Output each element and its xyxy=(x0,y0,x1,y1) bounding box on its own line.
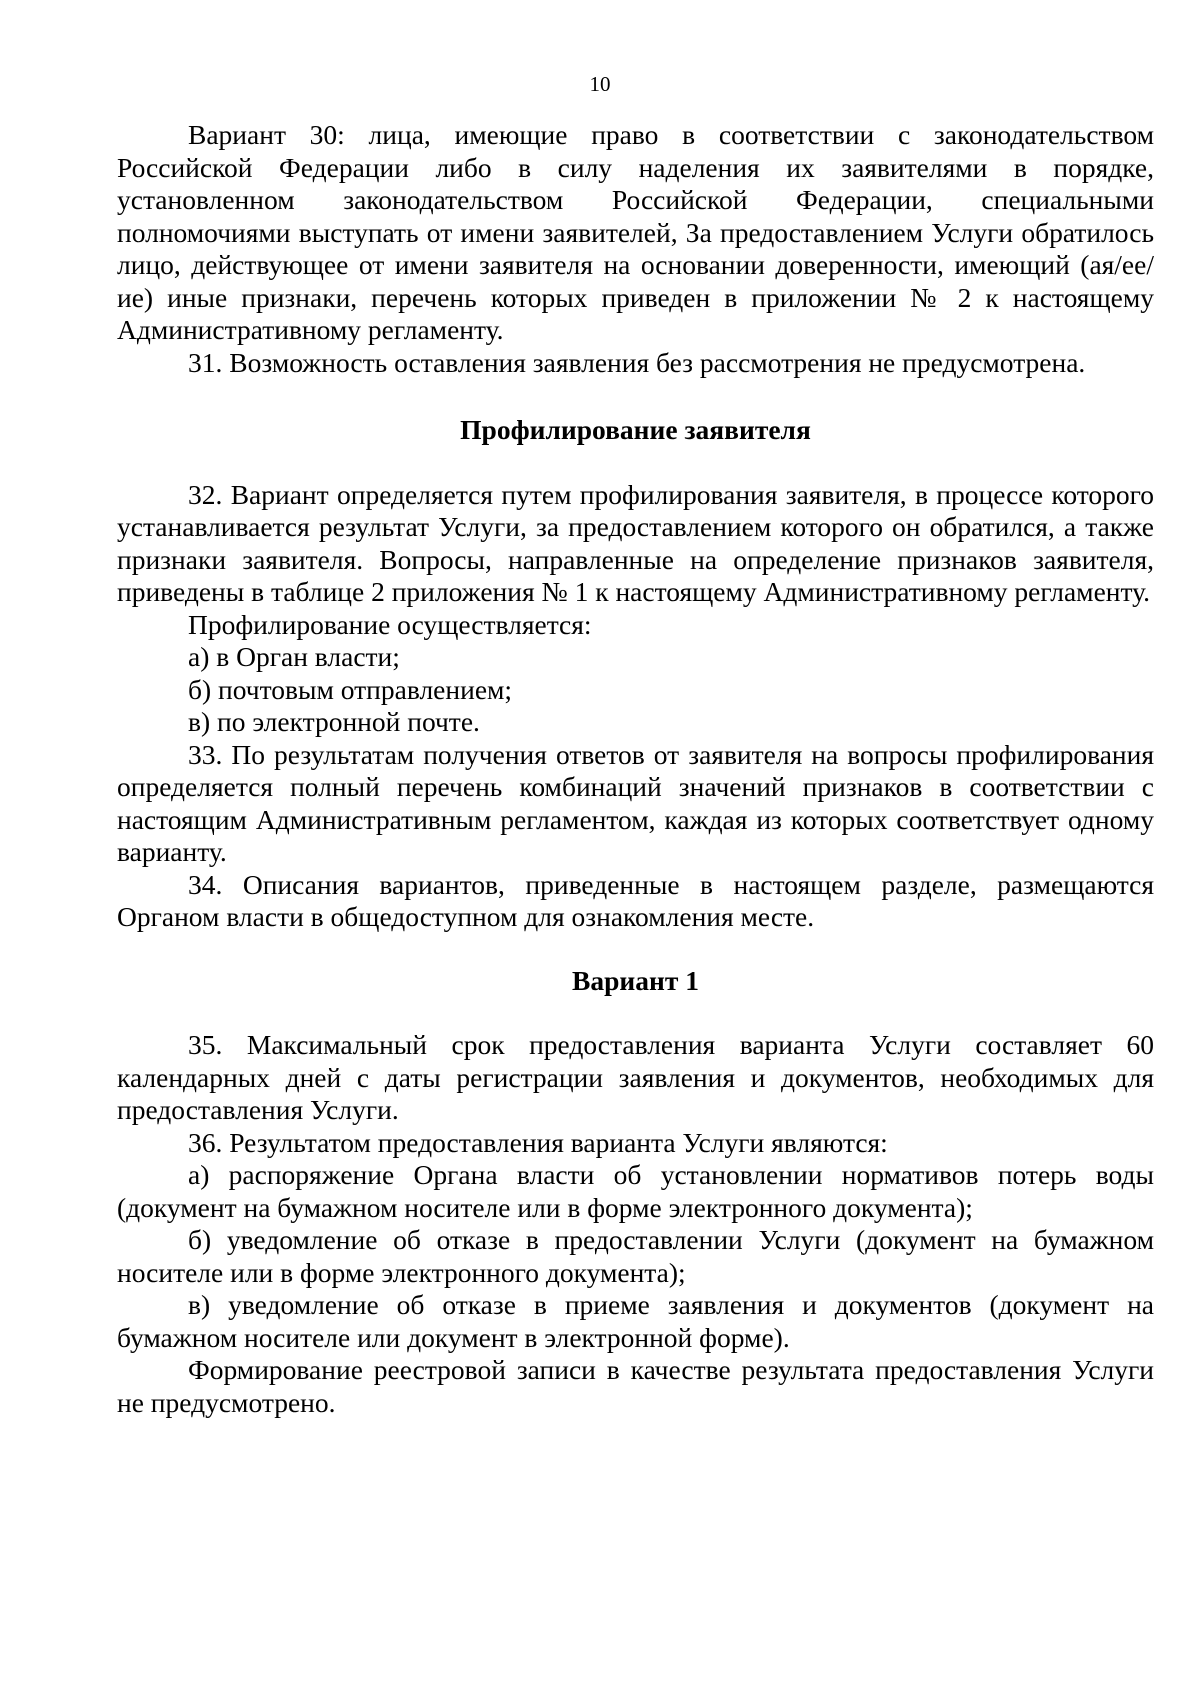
paragraph-36: 36. Результатом предоставления варианта Услуги являются: xyxy=(188,1126,888,1158)
paragraph-variant-30: Вариант 30: лица, имеющие право в соответствии с законодательством Российской Федерации либо в силу наделения их заявителями в порядке, установленном законодательством Российской Федерации, специальными полномочиями выступать от имени заявителей, За предоставлением Услуги обратилось лицо, действующее от имени заявителя на основании доверенности, имеющий (ая/ее/ие) иные признаки, перечень которых приведен в приложении № 2 к настоящему Административному регламенту. xyxy=(117,119,1154,345)
list-item-a: а) в Орган власти; xyxy=(188,641,400,672)
result-item-v: в) уведомление об отказе в приеме заявления и документов (документ на бумажном носителе или документ в электронной форме). xyxy=(117,1289,1154,1353)
paragraph-35: 35. Максимальный срок предоставления варианта Услуги составляет 60 календарных дней с даты регистрации заявления и документов, необходимых для предоставления Услуги. xyxy=(117,1029,1154,1125)
section-heading-profiling: Профилирование заявителя xyxy=(460,414,811,445)
paragraph-34: 34. Описания вариантов, приведенные в настоящем разделе, размещаются Органом власти в общедоступном для ознакомления месте. xyxy=(117,868,1154,932)
page-number: 10 xyxy=(589,72,611,96)
section-heading-variant-1: Вариант 1 xyxy=(572,964,699,996)
paragraph-33: 33. По результатам получения ответов от заявителя на вопросы профилирования определяется полный перечень комбинаций значений признаков в соответствии с настоящим Административным регламентом, каждая из которых соответствует одному варианту. xyxy=(117,738,1154,867)
list-item-b: б) почтовым отправлением; xyxy=(188,673,513,705)
list-item-v: в) по электронной почте. xyxy=(188,706,480,737)
result-item-b: б) уведомление об отказе в предоставлении Услуги (документ на бумажном носителе или в форме электронного документа); xyxy=(117,1224,1154,1288)
document-body xyxy=(117,119,1154,1419)
paragraph-31: 31. Возможность оставления заявления без рассмотрения не предусмотрена. xyxy=(188,346,1086,378)
paragraph-registry-record: Формирование реестровой записи в качестве результата предоставления Услуги не предусмотрено. xyxy=(117,1354,1154,1418)
paragraph-profiling-methods: Профилирование осуществляется: xyxy=(188,608,592,640)
result-item-a: а) распоряжение Органа власти об установлении нормативов потерь воды (документ на бумажном носителе или в форме электронного документа); xyxy=(117,1159,1154,1223)
paragraph-32: 32. Вариант определяется путем профилирования заявителя, в процессе которого устанавливается результат Услуги, за предоставлением которого он обратился, а также признаки заявителя. Вопросы, направленные на определение признаков заявителя, приведены в таблице 2 приложения № 1 к настоящему Административному регламенту. xyxy=(117,478,1154,607)
